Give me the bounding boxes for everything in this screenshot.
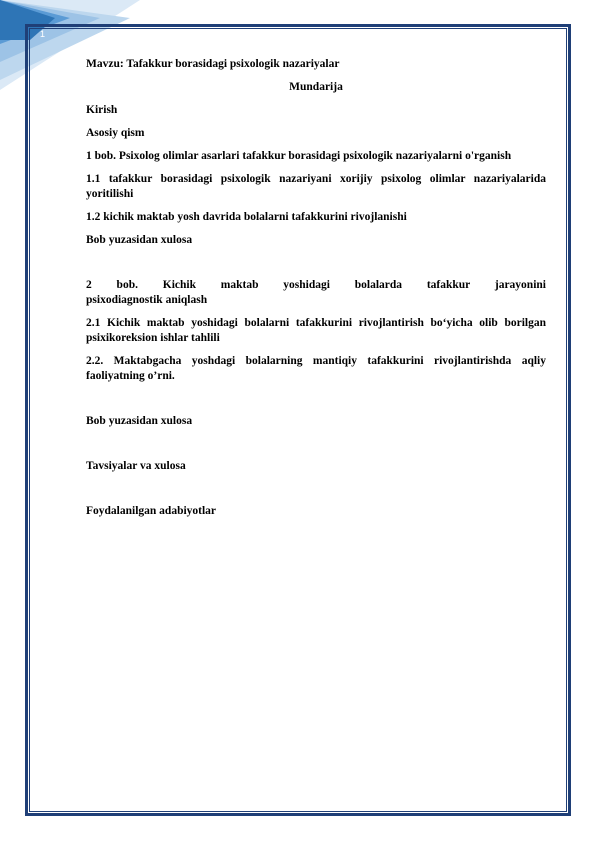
toc-item-section-1-2: 1.2 kichik maktab yosh davrida bolalarni tafakkurini rivojlanishi bbox=[86, 211, 407, 223]
document-content bbox=[86, 57, 546, 519]
topic-title: Mavzu: Tafakkur borasidagi psixologik nazariyalar bbox=[86, 58, 340, 70]
page-number: 1 bbox=[40, 29, 46, 39]
toc-item-main-part: Asosiy qism bbox=[86, 127, 145, 139]
toc-item-references: Foydalanilgan adabiyotlar bbox=[86, 505, 217, 517]
contents-heading: Mundarija bbox=[289, 81, 343, 93]
toc-item-chapter-2-line2: psixodiagnostik aniqlash bbox=[86, 294, 208, 306]
toc-item-conclusion-1: Bob yuzasidan xulosa bbox=[86, 234, 193, 246]
toc-item-section-2-2: 2.2. Maktabgacha yoshdagi bolalarning mantiqiy tafakkurini rivojlantirishda aqliy faoliyatning o’rni. bbox=[86, 355, 546, 382]
toc-item-recommendations: Tavsiyalar va xulosa bbox=[86, 460, 186, 472]
toc-item-chapter-1: 1 bob. Psixolog olimlar asarlari tafakkur borasidagi psixologik nazariyalarni o'rganish bbox=[86, 150, 512, 162]
toc-item-intro: Kirish bbox=[86, 104, 118, 116]
toc-item-section-1-1: 1.1 tafakkur borasidagi psixologik nazariyani xorijiy psixolog olimlar nazariyalarida yoritilishi bbox=[86, 173, 546, 200]
toc-item-conclusion-2: Bob yuzasidan xulosa bbox=[86, 415, 193, 427]
toc-item-section-2-1: 2.1 Kichik maktab yoshidagi bolalarni tafakkurini rivojlantirish bo‘yicha olib borilgan psixikoreksion ishlar tahlili bbox=[86, 317, 546, 344]
toc-item-chapter-2-line1: 2 bob. Kichik maktab yoshidagi bolalarda tafakkur jarayonini bbox=[86, 279, 546, 291]
